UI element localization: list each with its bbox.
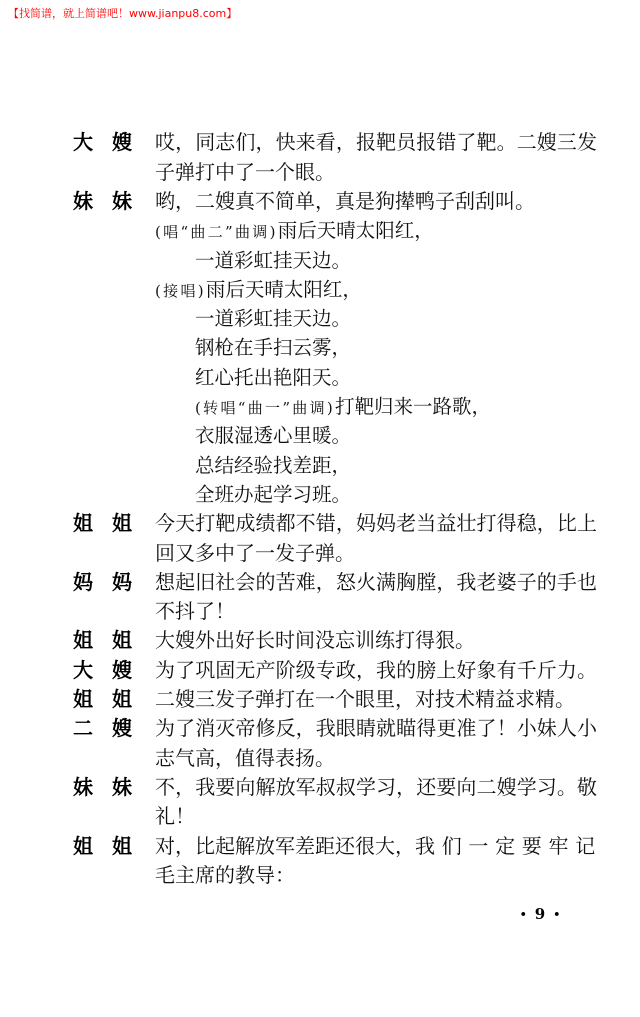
song-line xyxy=(155,275,362,306)
song-line xyxy=(195,421,351,451)
lyric-text: 雨后天晴太阳红， xyxy=(277,219,434,243)
lyric-text: 一道彩虹挂天边。 xyxy=(195,248,352,272)
speaker-name-char: 姐 xyxy=(112,833,132,858)
dialogue-line: 为了消灭帝修反，我眼睛就瞄得更准了！小妹人小 xyxy=(155,716,597,741)
song-row xyxy=(0,275,640,304)
stage-direction: (转唱“曲一”曲调) xyxy=(195,399,336,418)
dialogue-row xyxy=(0,685,640,714)
song-row xyxy=(0,421,640,450)
lyric-text: 一道彩虹挂天边。 xyxy=(195,307,352,331)
dialogue-line xyxy=(155,832,602,861)
dialogue-row xyxy=(0,539,640,568)
song-row xyxy=(0,363,640,392)
speaker-name-char: 妹 xyxy=(112,188,132,213)
dialogue-row xyxy=(0,597,640,626)
dialogue-row xyxy=(0,773,640,802)
song-line xyxy=(155,216,434,247)
speaker-name-char: 妹 xyxy=(112,774,132,799)
dialogue-line: 子弹打中了一个眼。 xyxy=(155,159,335,184)
speaker-name-char: 嫂 xyxy=(112,130,132,155)
dialogue-row xyxy=(0,714,640,743)
song-line xyxy=(195,333,351,363)
dialogue-line: 回又多中了一发子弹。 xyxy=(155,540,355,565)
song-line xyxy=(195,246,351,276)
song-row xyxy=(0,216,640,245)
lyric-text: 钢枪在手扫云雾， xyxy=(195,336,352,360)
dialogue-row xyxy=(0,128,640,157)
dialogue-line: 想起旧社会的苦难，怒火满胸膛，我老婆子的手也 xyxy=(155,569,597,594)
speaker-name-char: 姐 xyxy=(112,511,132,536)
page-number xyxy=(510,903,570,925)
speaker-name-char: 大 xyxy=(73,130,93,155)
song-line xyxy=(195,480,351,510)
dialogue-line: 哟，二嫂真不简单，真是狗撵鸭子刮刮叫。 xyxy=(155,188,535,213)
song-row xyxy=(0,333,640,362)
dialogue-line: 不抖了！ xyxy=(155,599,235,624)
dialogue-line: 不，我要向解放军叔叔学习，还要向二嫂学习。敬 xyxy=(155,774,597,799)
speaker-name-char: 姐 xyxy=(73,511,93,536)
song-row xyxy=(0,451,640,480)
song-row xyxy=(0,392,640,421)
dialogue-line: 毛主席的教导： xyxy=(155,862,295,887)
lyric-text: 雨后天晴太阳红， xyxy=(205,277,362,301)
speaker-name-char: 妹 xyxy=(73,774,93,799)
bullet-icon: • xyxy=(519,908,527,921)
lyric-text: 衣服湿透心里暖。 xyxy=(195,424,352,448)
dialogue-line: 志气高，值得表扬。 xyxy=(155,745,335,770)
speaker-name-char: 嫂 xyxy=(112,657,132,682)
stage-direction: (唱“曲二”曲调) xyxy=(155,223,278,242)
speaker-name-char: 妹 xyxy=(73,188,93,213)
dialogue-row xyxy=(0,568,640,597)
lyric-text: 全班办起学习班。 xyxy=(195,482,352,506)
song-row xyxy=(0,480,640,509)
dialogue-row xyxy=(0,656,640,685)
song-row xyxy=(0,246,640,275)
dialogue-row xyxy=(0,802,640,831)
dialogue-line: 今天打靶成绩都不错，妈妈老当益壮打得稳，比上 xyxy=(155,511,597,536)
dialogue-row xyxy=(0,861,640,890)
dialogue-line: 哎，同志们，快来看，报靶员报错了靶。二嫂三发 xyxy=(155,130,597,155)
lyric-text: 打靶归来一路歌， xyxy=(335,395,492,419)
song-line xyxy=(195,304,351,334)
speaker-name-char: 妈 xyxy=(112,569,132,594)
song-line xyxy=(195,451,351,481)
song-line xyxy=(195,363,351,393)
dialogue-row xyxy=(0,832,640,861)
dialogue-row xyxy=(0,509,640,538)
dialogue-row xyxy=(0,158,640,187)
lyric-text: 红心托出艳阳天。 xyxy=(195,365,352,389)
dialogue-line: 大嫂外出好长时间没忘训练打得狠。 xyxy=(155,628,475,653)
bullet-icon: • xyxy=(553,908,561,921)
speaker-name-char: 姐 xyxy=(73,833,93,858)
dialogue-line-spaced: 我们一定要牢记 xyxy=(415,833,602,858)
speaker-name-char: 妈 xyxy=(73,569,93,594)
speaker-name-char: 姐 xyxy=(73,687,93,712)
dialogue-line: 礼！ xyxy=(155,804,195,829)
speaker-name-char: 大 xyxy=(73,657,93,682)
song-line xyxy=(195,392,491,423)
dialogue-row xyxy=(0,187,640,216)
speaker-name-char: 二 xyxy=(73,716,93,741)
dialogue-line: 为了巩固无产阶级专政，我的膀上好象有千斤力。 xyxy=(155,657,597,682)
watermark-banner: 【找简谱，就上简谱吧！www.jianpu8.com】 xyxy=(8,7,238,20)
lyric-text: 总结经验找差距， xyxy=(195,453,352,477)
speaker-name-char: 姐 xyxy=(112,628,132,653)
stage-direction: (接唱) xyxy=(155,281,206,300)
page-number-value: 9 xyxy=(534,905,546,923)
song-row xyxy=(0,304,640,333)
speaker-name-char: 姐 xyxy=(73,628,93,653)
speaker-name-char: 嫂 xyxy=(112,716,132,741)
dialogue-row xyxy=(0,626,640,655)
dialogue-row xyxy=(0,744,640,773)
speaker-name-char: 姐 xyxy=(112,687,132,712)
dialogue-line: 二嫂三发子弹打在一个眼里，对技术精益求精。 xyxy=(155,687,575,712)
dialogue-line-main: 对，比起解放军差距还很大， xyxy=(155,833,415,858)
